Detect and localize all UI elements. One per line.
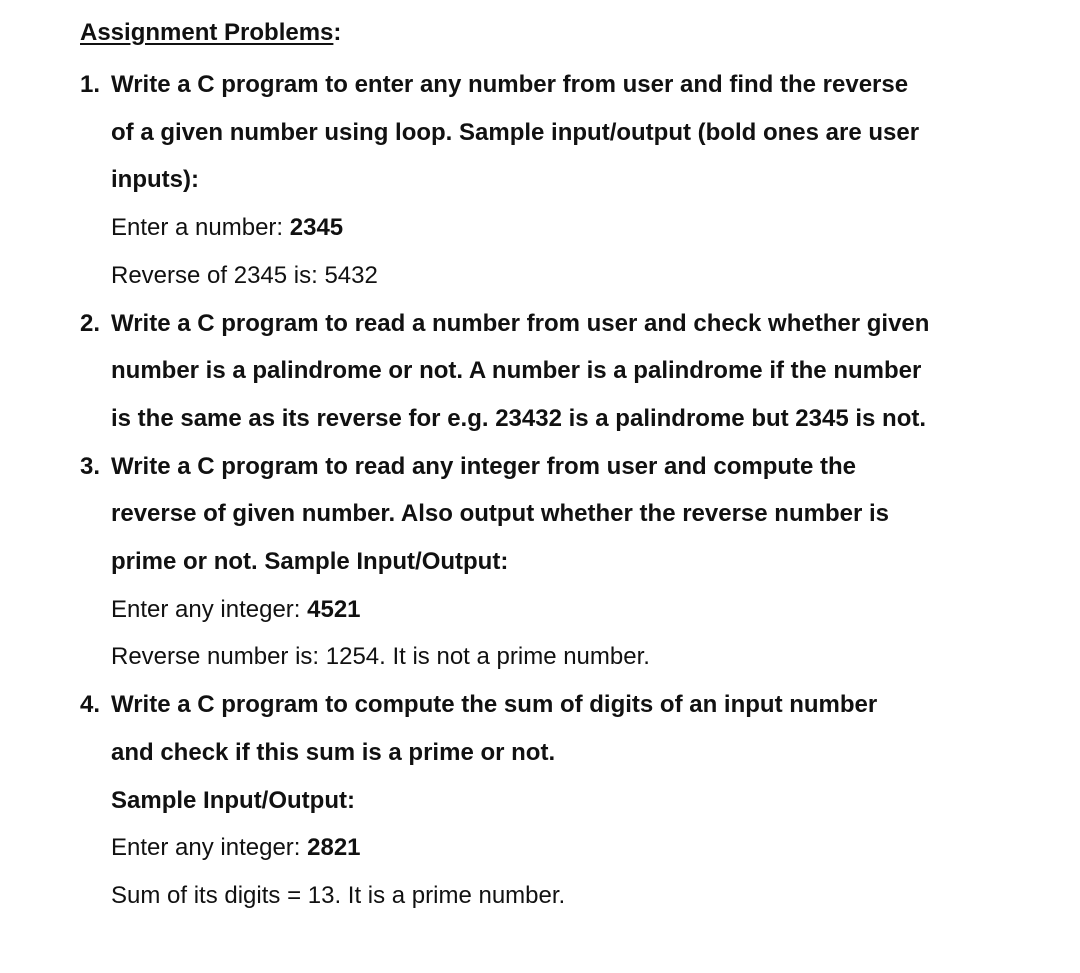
- problem-number: 3.: [80, 452, 101, 480]
- problem-text-line: and check if this sum is a prime or not.: [111, 738, 556, 766]
- io-prompt: Enter any integer:: [111, 834, 308, 862]
- problem-text-line: Write a C program to read a number from user and check whether given: [111, 309, 930, 337]
- problem-text-line: Write a C program to enter any number from user and find the reverse: [111, 71, 909, 98]
- problem-1: [80, 61, 1040, 300]
- problem-text-line: Write a C program to read any integer from user and compute the: [111, 452, 857, 480]
- sample-io-line: Reverse of 2345 is: 5432: [111, 261, 378, 289]
- problem-number: 1.: [80, 71, 101, 98]
- io-user-input: 2345: [289, 214, 344, 242]
- heading-colon: :: [333, 19, 342, 46]
- problem-list: [80, 61, 1040, 920]
- sample-io-line: [111, 204, 1040, 252]
- problem-2: [80, 300, 1040, 443]
- problem-4: [80, 681, 1040, 920]
- io-user-input: 4521: [307, 595, 361, 623]
- problem-text-line: Write a C program to compute the sum of digits of an input number: [111, 691, 878, 719]
- page-title: [80, 14, 341, 52]
- sample-io-line: [111, 824, 1040, 872]
- problem-text-line: of a given number using loop. Sample input/output (bold ones are user: [111, 118, 920, 146]
- problem-text-line: reverse of given number. Also output whether the reverse number is: [111, 500, 889, 528]
- sample-io-line: Sum of its digits = 13. It is a prime number.: [111, 881, 566, 909]
- problem-text-line: prime or not. Sample Input/Output:: [111, 548, 509, 576]
- io-user-input: 2821: [307, 834, 361, 862]
- problem-3: [80, 443, 1040, 682]
- problem-number: 4.: [80, 691, 101, 719]
- sample-io-line: [111, 586, 1040, 634]
- io-prompt: Enter a number:: [111, 214, 290, 242]
- problem-text-line: is the same as its reverse for e.g. 23432 is a palindrome but 2345 is not.: [111, 404, 927, 432]
- heading-text: Assignment Problems: [80, 19, 334, 46]
- problem-text-line: Sample Input/Output:: [111, 786, 355, 814]
- sample-io-line: Reverse number is: 1254. It is not a prime number.: [111, 643, 650, 671]
- problem-text-line: inputs):: [111, 166, 199, 194]
- problem-number: 2.: [80, 309, 101, 337]
- io-prompt: Enter any integer:: [111, 595, 308, 623]
- problem-text-line: number is a palindrome or not. A number is a palindrome if the number: [111, 357, 922, 385]
